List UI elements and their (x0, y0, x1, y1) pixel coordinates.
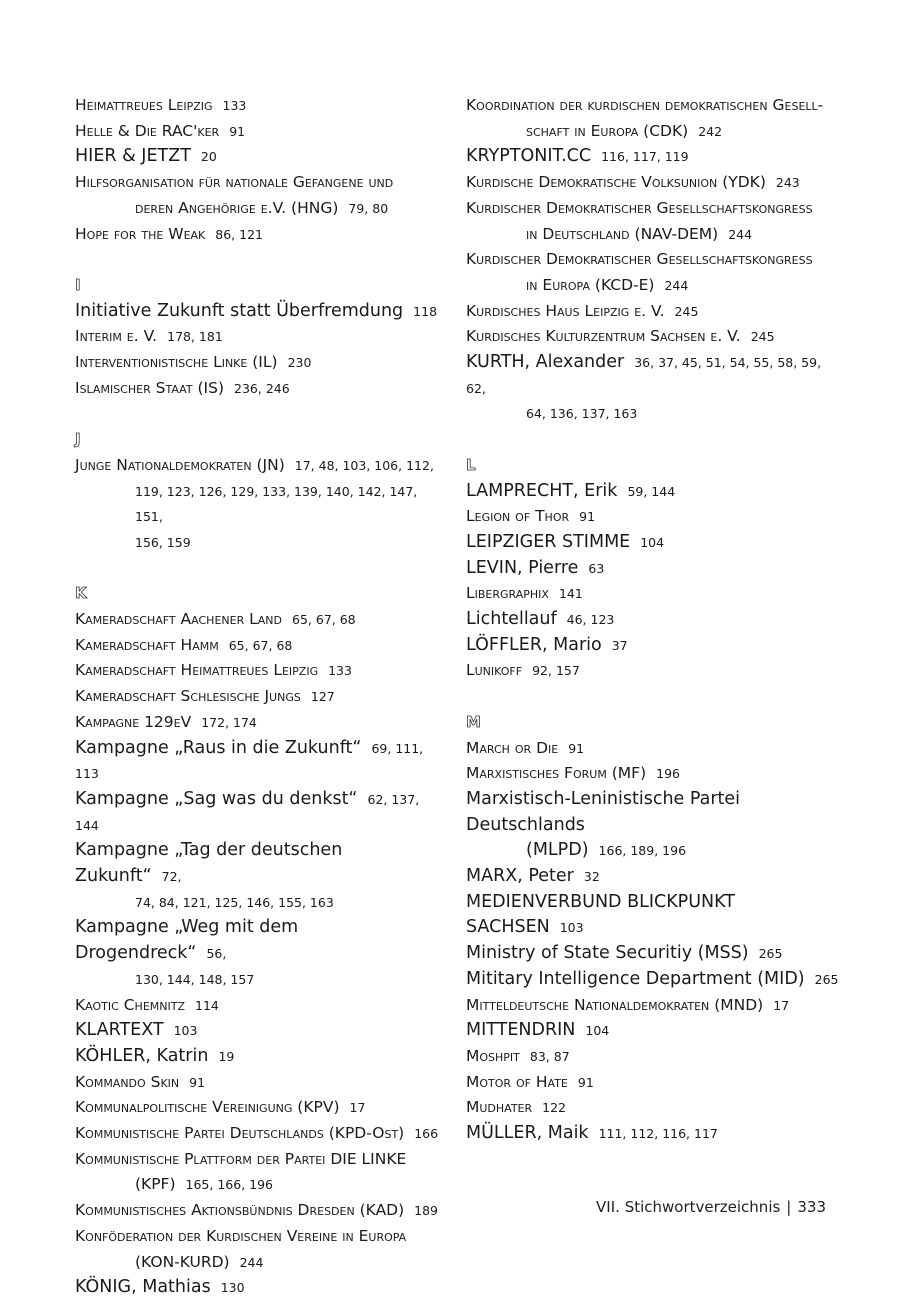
index-entry: Legion of Thor 91 (466, 507, 596, 526)
page-footer (596, 1198, 826, 1216)
index-entry: KRYPTONIT.CC 116, 117, 119 (466, 146, 689, 167)
index-entry: Mudhater 122 (466, 1098, 567, 1117)
page-number: 333 (797, 1198, 826, 1216)
index-entry: Kurdisches Kulturzentrum Sachsen e. V. 245 (466, 327, 775, 346)
section-title: VII. Stichwortverzeichnis (596, 1198, 781, 1216)
index-column-right (466, 93, 841, 1147)
index-entry: Interim e. V. 178, 181 (75, 327, 223, 346)
index-entry: Lichtellauf 46, 123 (466, 609, 615, 630)
index-entry: MÜLLER, Maik 111, 112, 116, 117 (466, 1123, 718, 1144)
index-entry: Motor of Hate 91 (466, 1072, 594, 1091)
index-entry: Kampagne „Raus in die Zukunft“ 69, 111, 113 (75, 737, 424, 782)
index-entry: MEDIENVERBUND BLICKPUNKT SACHSEN 103 (466, 891, 735, 938)
index-entry: Junge Nationaldemokraten (JN) 17, 48, 103, 106, 112, 119, 123, 126, 129, 133, 139, 140, 142, 147, 151, 156, 159 (75, 455, 434, 550)
index-entry: Kampagne „Sag was du denkst“ 62, 137, 144 (75, 788, 420, 833)
index-entry: HIER & JETZT 20 (75, 146, 217, 167)
index-entry: LEVIN, Pierre 63 (466, 557, 605, 578)
index-entry: Koordination der kurdischen demokratischen Gesell- schaft in Europa (CDK) 242 (466, 96, 824, 140)
index-entry: Mititary Intelligence Department (MID) 265 (466, 968, 839, 989)
index-entry: Ministry of State Securitiy (MSS) 265 (466, 943, 783, 964)
index-entry: MARX, Peter 32 (466, 866, 600, 887)
index-entry: Kampagne 129eV 172, 174 (75, 712, 257, 731)
index-entry: KÖNIG, Mathias 130 (75, 1277, 245, 1298)
index-entry: Kameradschaft Aachener Land 65, 67, 68 (75, 610, 356, 629)
section-letter: J (75, 430, 81, 449)
index-entry: Mitteldeutsche Nationaldemokraten (MND) 17 (466, 995, 790, 1014)
index-entry: Kurdisches Haus Leipzig e. V. 245 (466, 301, 699, 320)
section-letter: I (75, 275, 81, 294)
index-entry: KURTH, Alexander 36, 37, 45, 51, 54, 55, 58, 59, 62, 64, 136, 137, 163 (466, 352, 822, 422)
index-entry: Kommunistische Plattform der Partei DIE LINKE (KPF) 165, 166, 196 (75, 1149, 407, 1194)
index-entry: Interventionistische Linke (IL) 230 (75, 353, 312, 372)
index-entry: Kameradschaft Hamm 65, 67, 68 (75, 635, 293, 654)
footer-separator: | (786, 1198, 792, 1216)
index-entry: Libergraphix 141 (466, 584, 583, 603)
index-entry: Kaotic Chemnitz 114 (75, 995, 219, 1014)
index-entry: Kurdischer Demokratischer Gesellschaftskongress in Deutschland (NAV-DEM) 244 (466, 198, 813, 243)
index-entry: Konföderation der Kurdischen Vereine in Europa (KON-KURD) 244 (75, 1226, 407, 1271)
index-entry: March or Die 91 (466, 738, 585, 757)
index-entry: LEIPZIGER STIMME 104 (466, 531, 665, 552)
index-entry: Helle & Die RAC'ker 91 (75, 121, 246, 140)
index-entry: Kurdischer Demokratischer Gesellschaftskongress in Europa (KCD-E) 244 (466, 250, 813, 294)
index-entry: Marxistisch-Leninistische Partei Deutschlands (MLPD) 166, 189, 196 (466, 788, 741, 861)
index-entry: Kurdische Demokratische Volksunion (YDK) 243 (466, 173, 800, 192)
index-entry: LÖFFLER, Mario 37 (466, 634, 628, 655)
index-entry: Kampagne „Weg mit dem Drogendreck“ 56, 130, 144, 148, 157 (75, 917, 299, 987)
index-entry: Heimattreues Leipzig 133 (75, 96, 247, 114)
index-entry: KÖHLER, Katrin 19 (75, 1045, 235, 1066)
section-letter: K (75, 584, 87, 603)
index-entry: Initiative Zukunft statt Überfremdung 118 (75, 300, 438, 321)
index-entry: Hope for the Weak 86, 121 (75, 224, 263, 243)
index-entry: MITTENDRIN 104 (466, 1020, 610, 1041)
index-entry: Kameradschaft Schlesische Jungs 127 (75, 687, 335, 706)
index-entry: Kommando Skin 91 (75, 1072, 206, 1091)
index-entry: Kameradschaft Heimattreues Leipzig 133 (75, 661, 352, 680)
index-entry: KLARTEXT 103 (75, 1020, 198, 1041)
index-entry: Kampagne „Tag der deutschen Zukunft“ 72, 74, 84, 121, 125, 146, 155, 163 (75, 840, 343, 910)
index-entry: Kommunalpolitische Vereinigung (KPV) 17 (75, 1098, 366, 1117)
section-letter: L (466, 455, 476, 474)
index-entry: Kommunistisches Aktionsbündnis Dresden (KAD) 189 (75, 1201, 439, 1220)
index-entry: Islamischer Staat (IS) 236, 246 (75, 378, 290, 397)
index-column-left (75, 93, 445, 1301)
index-entry: Moshpit 83, 87 (466, 1046, 570, 1065)
index-entry: Lunikoff 92, 157 (466, 661, 580, 680)
index-entry: Hilfsorganisation für nationale Gefangene und deren Angehörige e.V. (HNG) 79, 80 (75, 173, 394, 217)
index-entry: Marxistisches Forum (MF) 196 (466, 764, 680, 783)
index-entry: LAMPRECHT, Erik 59, 144 (466, 480, 676, 501)
section-letter: M (466, 712, 481, 731)
index-entry: Kommunistische Partei Deutschlands (KPD-Ost) 166 (75, 1124, 439, 1143)
